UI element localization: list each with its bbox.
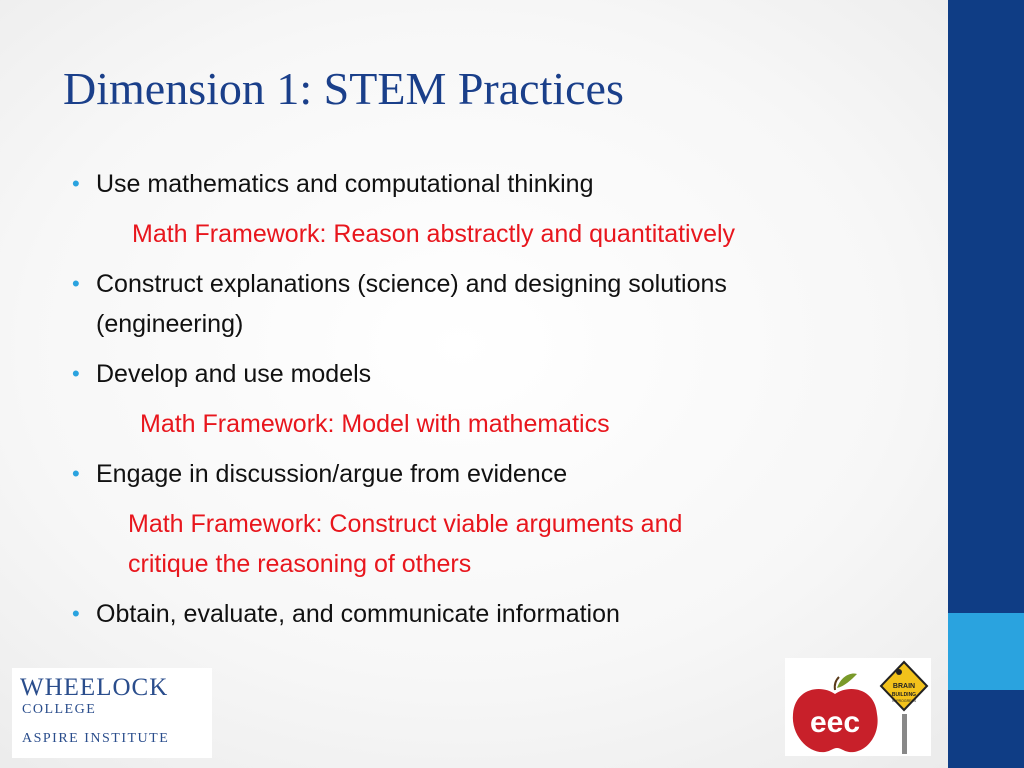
- aspire-institute: ASPIRE INSTITUTE: [22, 731, 170, 746]
- eec-text: eec: [809, 706, 861, 739]
- bullet-item: [72, 164, 922, 254]
- framework-note: [72, 504, 888, 584]
- svg-text:IN PROGRESS: IN PROGRESS: [891, 699, 917, 703]
- framework-note: Math Framework: Model with mathematics: [140, 410, 610, 438]
- worker-icon: [896, 669, 902, 675]
- bullet-text: Develop and use models: [96, 360, 372, 388]
- bullet-item: [72, 264, 922, 344]
- bullet-marker: •: [72, 461, 80, 486]
- partner-logos: [785, 658, 931, 756]
- eec-apple-logo: [785, 658, 931, 756]
- bullet-text: Engage in discussion/argue from evidence: [96, 460, 568, 488]
- sidebar-accent-block: [948, 613, 1024, 690]
- bullet-text: Use mathematics and computational thinking: [96, 170, 594, 198]
- slide-title: Dimension 1: STEM Practices: [63, 63, 624, 114]
- framework-note-line: critique the reasoning of others: [128, 550, 472, 578]
- wheelock-college: COLLEGE: [22, 702, 97, 717]
- bullet-text: Construct explanations (science) and designing solutions: [96, 270, 727, 298]
- bullet-item: [72, 454, 922, 584]
- bullet-item: [72, 354, 922, 444]
- bullet-marker: •: [72, 601, 80, 626]
- bullet-text: Obtain, evaluate, and communicate information: [96, 600, 620, 628]
- wheelock-name: WHEELOCK: [20, 674, 169, 701]
- bullet-marker: •: [72, 171, 80, 196]
- svg-text:BUILDING: BUILDING: [891, 692, 917, 698]
- slide-content: [72, 164, 922, 634]
- bullet-marker: •: [72, 271, 80, 296]
- bullet-item: [72, 594, 922, 634]
- bullet-marker: •: [72, 361, 80, 386]
- framework-note: Math Framework: Reason abstractly and quantitatively: [132, 220, 736, 248]
- framework-note-line: Math Framework: Construct viable arguments and: [128, 510, 683, 538]
- wheelock-logo: [12, 668, 212, 758]
- svg-text:BRAIN: BRAIN: [892, 683, 916, 690]
- bullet-text-continuation: (engineering): [96, 310, 244, 338]
